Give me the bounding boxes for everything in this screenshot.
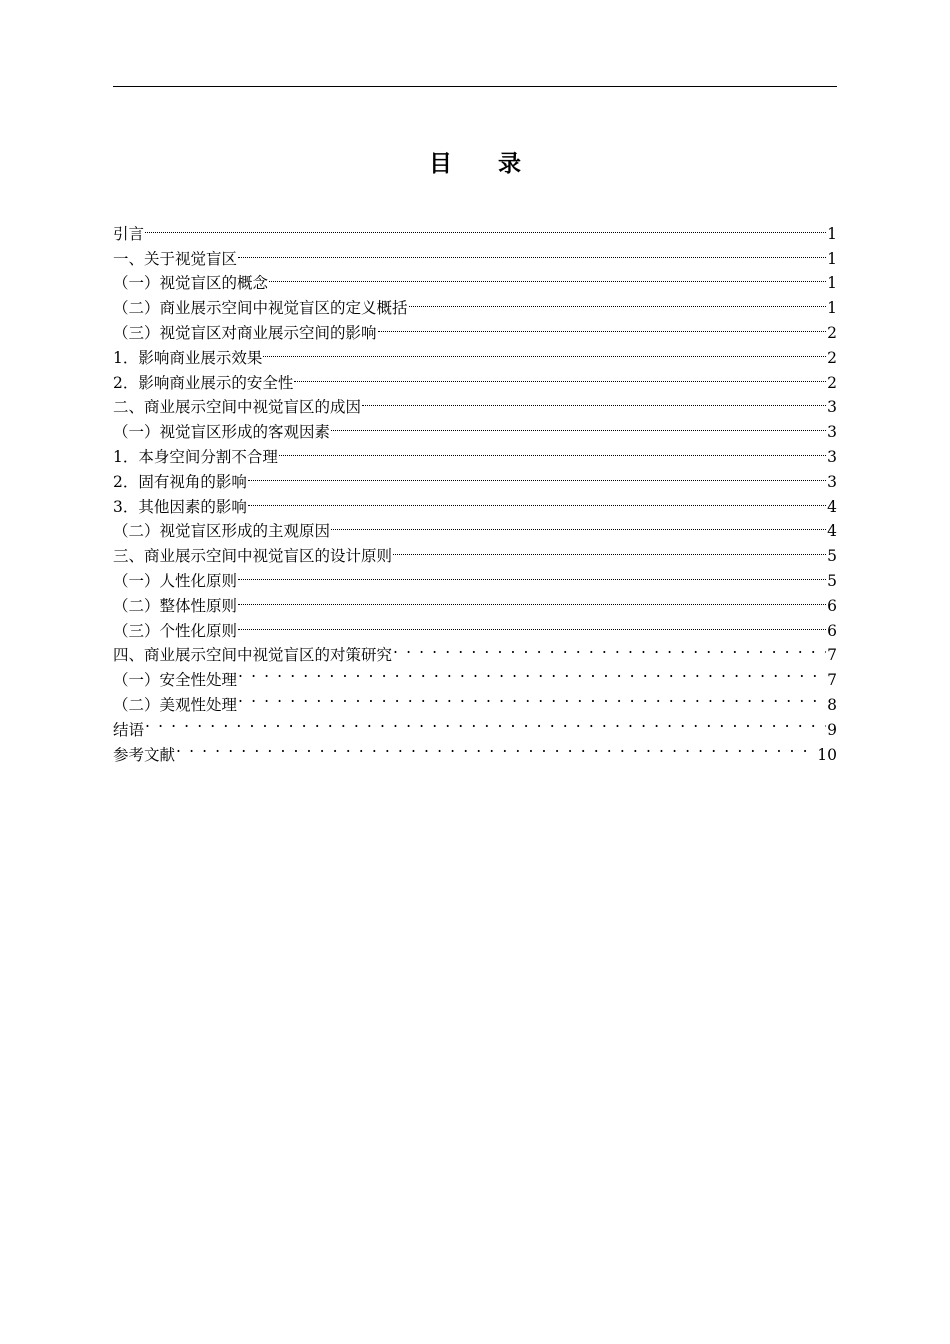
toc-dot-leader	[176, 735, 816, 760]
toc-entry-page-number: 2	[827, 323, 837, 342]
title-part-1: 目	[429, 151, 452, 177]
toc-entry[interactable]	[113, 735, 837, 764]
toc-dot-leader	[393, 536, 826, 561]
toc-entry-label: 一、关于视觉盲区	[113, 249, 238, 268]
toc-dot-leader	[238, 561, 826, 586]
toc-entry-page-number: 4	[827, 522, 837, 541]
toc-dot-leader	[238, 586, 826, 611]
toc-entry-page-number: 1	[827, 224, 837, 243]
toc-dot-leader	[378, 313, 827, 338]
toc-dot-leader	[145, 710, 826, 735]
toc-entry-page-number: 1	[827, 274, 837, 293]
table-of-contents	[113, 214, 837, 764]
toc-entry-page-number: 7	[827, 646, 837, 665]
toc-entry-page-number: 3	[827, 472, 837, 491]
toc-entry-label: 参考文献	[113, 745, 176, 764]
toc-dot-leader	[331, 412, 826, 437]
toc-entry-page-number: 1	[827, 249, 837, 268]
toc-dot-leader	[294, 363, 826, 388]
toc-dot-leader	[145, 214, 826, 239]
toc-dot-leader	[238, 239, 826, 264]
toc-entry-label: 结语	[113, 720, 145, 739]
toc-entry-label: （二）美观性处理	[113, 695, 238, 714]
toc-entry-label: （三）个性化原则	[113, 621, 238, 640]
toc-dot-leader	[362, 388, 826, 413]
toc-entry-label: （二）整体性原则	[113, 596, 238, 615]
toc-dot-leader	[238, 660, 826, 685]
toc-entry-page-number: 2	[827, 348, 837, 367]
toc-entry-label: 2．固有视角的影响	[113, 472, 247, 491]
toc-entry-label: 四、商业展示空间中视觉盲区的对策研究	[113, 646, 393, 665]
toc-entry-label: （一）人性化原则	[113, 571, 238, 590]
toc-dot-leader	[248, 487, 826, 512]
toc-dot-leader	[238, 611, 826, 636]
toc-entry-label: 2．影响商业展示的安全性	[113, 373, 294, 392]
toc-dot-leader	[263, 338, 826, 363]
toc-entry-label: （一）视觉盲区形成的客观因素	[113, 423, 331, 442]
toc-entry-page-number: 5	[827, 547, 837, 566]
toc-entry-label: 1．本身空间分割不合理	[113, 447, 278, 466]
toc-entry-page-number: 10	[817, 745, 837, 764]
toc-entry[interactable]	[113, 710, 837, 739]
toc-entry-page-number: 9	[827, 720, 837, 739]
toc-entry-page-number: 8	[827, 695, 837, 714]
toc-dot-leader	[248, 462, 826, 487]
toc-entry-page-number: 4	[827, 497, 837, 516]
toc-dot-leader	[279, 437, 826, 462]
toc-entry-label: （三）视觉盲区对商业展示空间的影响	[113, 323, 377, 342]
toc-entry[interactable]	[113, 239, 837, 268]
toc-entry-label: （二）视觉盲区形成的主观原因	[113, 522, 331, 541]
toc-entry-page-number: 1	[827, 299, 837, 318]
toc-dot-leader	[331, 512, 826, 537]
page-title	[0, 145, 950, 178]
toc-entry-page-number: 6	[827, 596, 837, 615]
toc-entry-page-number: 3	[827, 398, 837, 417]
toc-entry-label: （二）商业展示空间中视觉盲区的定义概括	[113, 299, 408, 318]
toc-entry-page-number: 3	[827, 423, 837, 442]
title-part-2: 录	[498, 151, 521, 177]
toc-entry-page-number: 6	[827, 621, 837, 640]
toc-dot-leader	[269, 264, 826, 289]
toc-entry-page-number: 7	[827, 671, 837, 690]
toc-entry-page-number: 3	[827, 447, 837, 466]
toc-entry-page-number: 5	[827, 571, 837, 590]
toc-entry-label: 1．影响商业展示效果	[113, 348, 263, 367]
toc-entry-page-number: 2	[827, 373, 837, 392]
toc-dot-leader	[393, 636, 826, 661]
toc-dot-leader	[238, 685, 826, 710]
toc-dot-leader	[409, 288, 827, 313]
toc-entry-label: 二、商业展示空间中视觉盲区的成因	[113, 398, 362, 417]
toc-entry-label: 3．其他因素的影响	[113, 497, 247, 516]
toc-entry-label: （一）视觉盲区的概念	[113, 274, 269, 293]
toc-entry-label: （一）安全性处理	[113, 671, 238, 690]
header-rule	[113, 86, 837, 87]
toc-entry[interactable]	[113, 214, 837, 243]
toc-entry-label: 三、商业展示空间中视觉盲区的设计原则	[113, 547, 393, 566]
toc-entry-label: 引言	[113, 224, 145, 243]
